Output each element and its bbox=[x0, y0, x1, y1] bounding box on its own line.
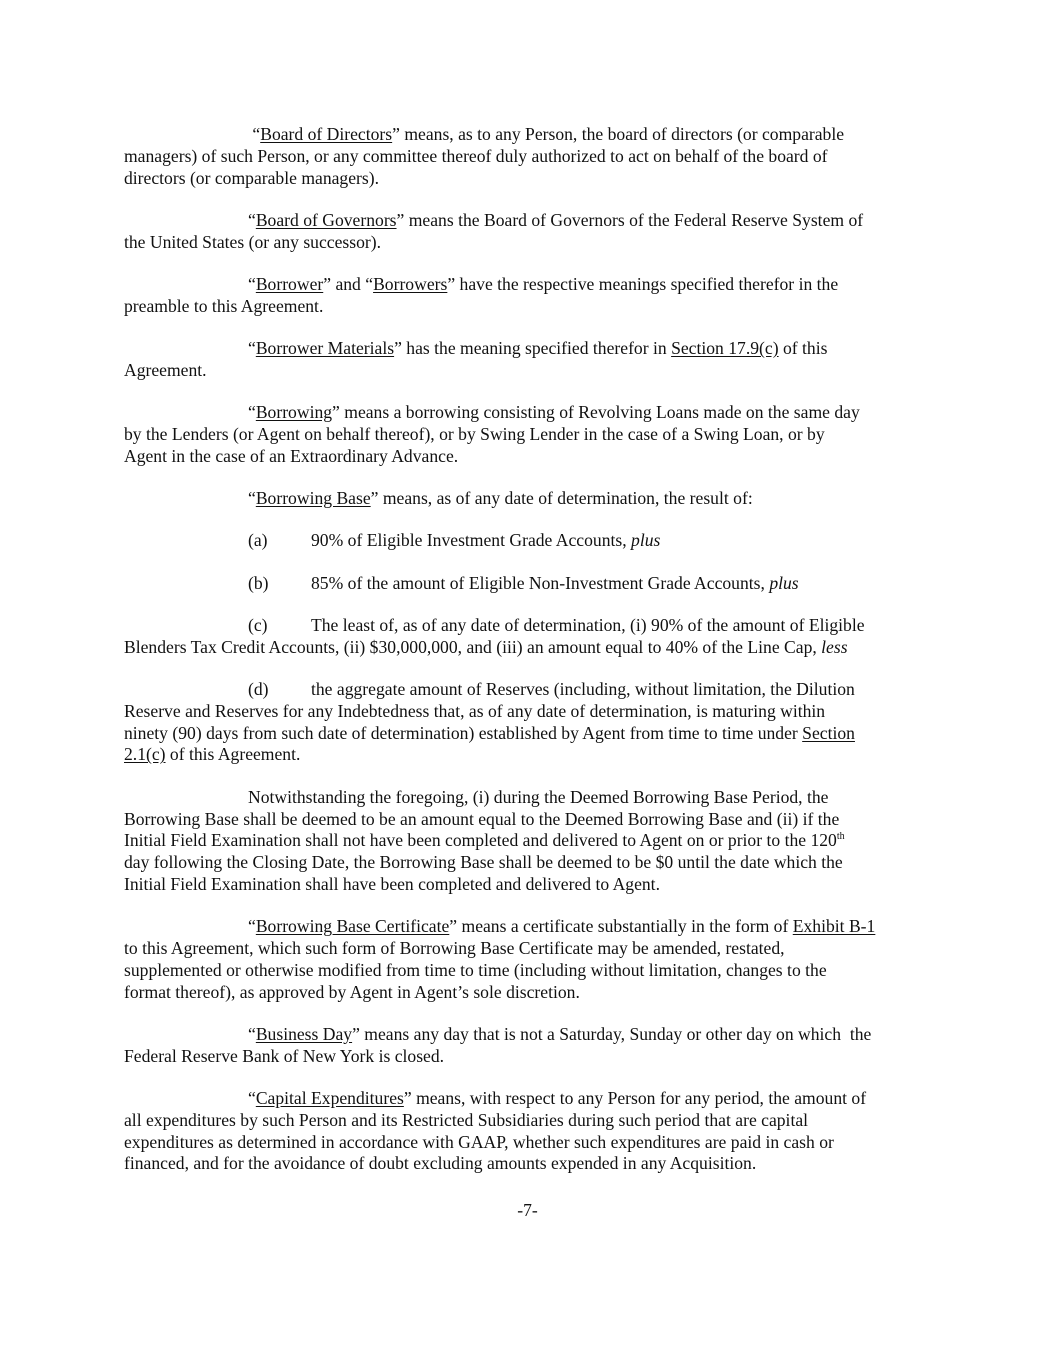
defined-term: Borrower Materials bbox=[255, 338, 395, 359]
defined-term: Borrowing Base bbox=[255, 488, 371, 509]
list-label: (d) bbox=[248, 679, 269, 700]
text-line: Blenders Tax Credit Accounts, (ii) $30,000,000, and (iii) an amount equal to 40% of the Line Cap, less bbox=[124, 636, 848, 657]
text-line: day following the Closing Date, the Borrowing Base shall be deemed to be $0 until the date which the bbox=[124, 852, 843, 873]
defined-term: Exhibit B-1 bbox=[792, 916, 876, 937]
text-line: Initial Field Examination shall have been completed and delivered to Agent. bbox=[124, 873, 660, 894]
list-label: (a) bbox=[248, 530, 268, 551]
text-line: Initial Field Examination shall not have been completed and delivered to Agent on or prior to the 120th bbox=[124, 830, 845, 851]
emphasis-text: less bbox=[821, 636, 848, 657]
text-line: supplemented or otherwise modified from time to time (including without limitation, changes to the bbox=[124, 959, 827, 980]
definition-paragraph bbox=[124, 916, 934, 1003]
text-line: directors (or comparable managers). bbox=[124, 167, 379, 188]
defined-term: Board of Directors bbox=[260, 124, 393, 144]
text-line: format thereof), as approved by Agent in Agent’s sole discretion. bbox=[124, 981, 580, 1002]
text-line: “Borrowing Base” means, as of any date of determination, the result of: bbox=[248, 488, 753, 509]
document-body bbox=[124, 124, 934, 1196]
emphasis-text: plus bbox=[769, 572, 799, 593]
definition-paragraph bbox=[124, 338, 934, 382]
text-line: (c) The least of, as of any date of determination, (i) 90% of the amount of Eligible bbox=[248, 614, 865, 635]
defined-term: Borrowing bbox=[255, 402, 333, 423]
text-line: managers) of such Person, or any committee thereof duly authorized to act on behalf of the board of bbox=[124, 145, 828, 166]
emphasis-text: plus bbox=[631, 530, 661, 551]
list-label: (c) bbox=[248, 614, 268, 635]
text-line: to this Agreement, which such form of Borrowing Base Certificate may be amended, restated, bbox=[124, 938, 785, 959]
text-line: “Borrowing” means a borrowing consisting of Revolving Loans made on the same day bbox=[248, 402, 860, 423]
definition-paragraph bbox=[124, 402, 934, 467]
list-item bbox=[124, 530, 934, 552]
definition-paragraph bbox=[124, 124, 934, 189]
text-line: Agent in the case of an Extraordinary Advance. bbox=[124, 445, 459, 466]
text-line: ninety (90) days from such date of determination) established by Agent from time to time under Section bbox=[124, 722, 855, 743]
text-line: “Business Day” means any day that is not a Saturday, Sunday or other day on which the bbox=[248, 1023, 872, 1044]
definition-paragraph bbox=[124, 1088, 934, 1175]
definition-paragraph bbox=[124, 488, 934, 510]
definition-paragraph bbox=[124, 787, 934, 896]
defined-term: Board of Governors bbox=[255, 209, 397, 230]
text-line: Borrowing Base shall be deemed to be an amount equal to the Deemed Borrowing Base and (ii) if the bbox=[124, 808, 840, 829]
text-line: (d) the aggregate amount of Reserves (including, without limitation, the Dilution bbox=[248, 679, 855, 700]
text-line: preamble to this Agreement. bbox=[124, 295, 324, 316]
page-number: -7- bbox=[517, 1200, 538, 1220]
text-line: Federal Reserve Bank of New York is closed. bbox=[124, 1045, 445, 1066]
text-line: Notwithstanding the foregoing, (i) during the Deemed Borrowing Base Period, the bbox=[248, 786, 829, 807]
defined-term: Section 17.9(c) bbox=[671, 338, 779, 359]
text-line: “Borrower” and “Borrowers” have the respective meanings specified therefor in the bbox=[248, 273, 839, 294]
text-line: the United States (or any successor). bbox=[124, 231, 381, 252]
list-item bbox=[124, 573, 934, 595]
text-line: expenditures as determined in accordance with GAAP, whether such expenditures are paid in cash or bbox=[124, 1131, 834, 1152]
text-line: all expenditures by such Person and its Restricted Subsidiaries during such period that are capital bbox=[124, 1109, 809, 1130]
text-line: Reserve and Reserves for any Indebtedness that, as of any date of determination, is maturing within bbox=[124, 700, 826, 721]
defined-term: Section bbox=[802, 722, 855, 743]
text-line: 2.1(c) of this Agreement. bbox=[124, 744, 301, 765]
list-item bbox=[124, 679, 934, 766]
defined-term: Business Day bbox=[255, 1023, 353, 1044]
list-item bbox=[124, 615, 934, 659]
text-line: “Board of Directors” means, as to any Person, the board of directors (or comparable bbox=[248, 124, 845, 144]
defined-term: Capital Expenditures bbox=[255, 1088, 404, 1108]
text-line: financed, and for the avoidance of doubt excluding amounts expended in any Acquisition. bbox=[124, 1153, 757, 1174]
text-line: Agreement. bbox=[124, 359, 207, 380]
definition-paragraph bbox=[124, 1024, 934, 1068]
text-line: “Borrowing Base Certificate” means a certificate substantially in the form of Exhibit B-1 bbox=[248, 916, 876, 937]
text-line: by the Lenders (or Agent on behalf thereof), or by Swing Lender in the case of a Swing Loan, or by bbox=[124, 423, 825, 444]
definition-paragraph bbox=[124, 274, 934, 318]
text-line: “Capital Expenditures” means, with respect to any Person for any period, the amount of bbox=[248, 1088, 867, 1108]
list-label: (b) bbox=[248, 572, 269, 593]
text-line: (a) 90% of Eligible Investment Grade Accounts, plus bbox=[248, 530, 661, 551]
defined-term: Borrowing Base Certificate bbox=[255, 916, 450, 937]
definition-paragraph bbox=[124, 210, 934, 254]
defined-term: 2.1(c) bbox=[124, 744, 166, 765]
defined-term: Borrowers bbox=[373, 273, 448, 294]
superscript: th bbox=[836, 831, 845, 843]
text-line: (b) 85% of the amount of Eligible Non-Investment Grade Accounts, plus bbox=[248, 572, 799, 593]
defined-term: Borrower bbox=[255, 273, 324, 294]
text-line: “Borrower Materials” has the meaning specified therefor in Section 17.9(c) of this bbox=[248, 338, 828, 359]
text-line: “Board of Governors” means the Board of Governors of the Federal Reserve System of bbox=[248, 209, 864, 230]
